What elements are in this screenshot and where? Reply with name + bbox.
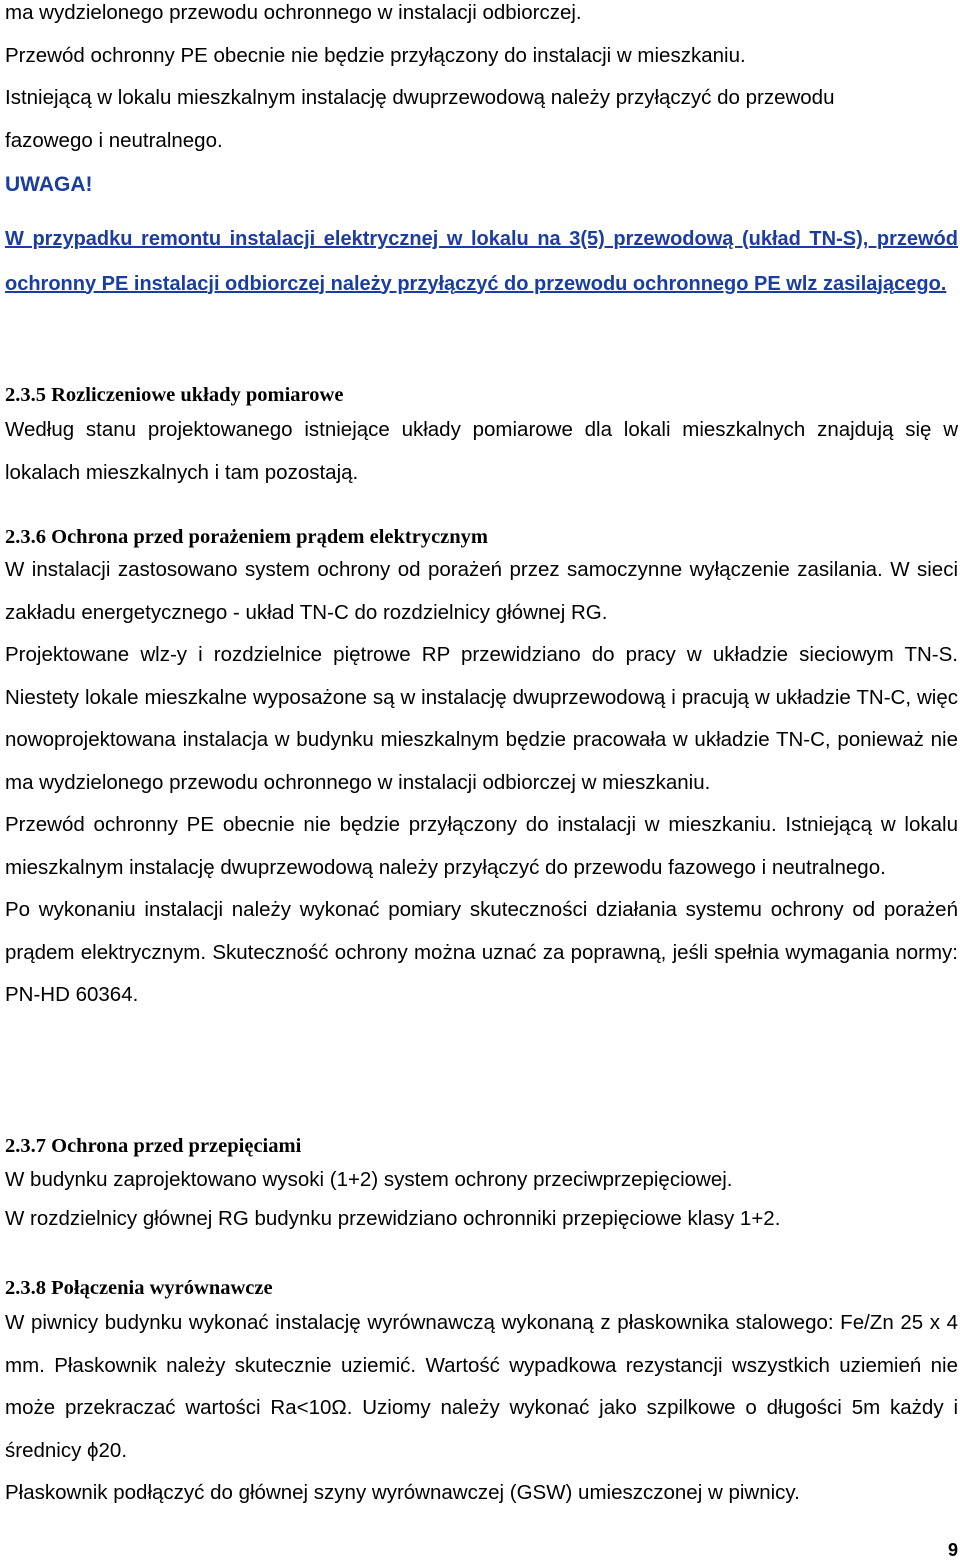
section-2-3-7 (5, 1131, 958, 1238)
section-2-3-7-paragraph-1: W budynku zaprojektowano wysoki (1+2) system ochrony przeciwprzepięciowej. (5, 1168, 733, 1191)
section-2-3-8 (5, 1273, 958, 1514)
section-heading-2-3-7: 2.3.7 Ochrona przed przepięciami (5, 1135, 302, 1157)
intro-paragraph-3: Istniejącą w lokalu mieszkalnym instalację dwuprzewodową należy przyłączyć do przewodu fazowego i neutralnego. (5, 86, 835, 152)
section-2-3-5-paragraph: Według stanu projektowanego istniejące układy pomiarowe dla lokali mieszkalnych znajdują się w lokalach mieszkalnych i tam pozostają. (5, 418, 958, 484)
intro-paragraph-1: ma wydzielonego przewodu ochronnego w instalacji odbiorczej. (5, 1, 582, 24)
section-2-3-6-paragraph-1: W instalacji zastosowano system ochrony od porażeń przez samoczynne wyłączenie zasilania. W sieci zakładu energetycznego - układ TN-C do rozdzielnicy głównej RG. (5, 558, 958, 624)
uwaga-title: UWAGA! (5, 173, 93, 196)
section-2-3-6-paragraph-4: Po wykonaniu instalacji należy wykonać pomiary skuteczności działania systemu ochrony od porażeń prądem elektrycznym. Skuteczność ochrony można uznać za poprawną, jeśli spełnia wymagania normy: PN-HD 60364. (5, 898, 958, 1006)
intro-block (5, 0, 958, 162)
section-2-3-8-paragraph-2: Płaskownik podłączyć do głównej szyny wyrównawczej (GSW) umieszczonej w piwnicy. (5, 1481, 800, 1504)
uwaga-body: W przypadku remontu instalacji elektrycznej w lokalu na 3(5) przewodową (układ TN-S), przewód ochronny PE instalacji odbiorczej należy przyłączyć do przewodu ochronnego PE wlz zasilającego. (5, 228, 958, 295)
section-heading-2-3-5: 2.3.5 Rozliczeniowe układy pomiarowe (5, 384, 344, 406)
uwaga-block (5, 217, 958, 306)
section-2-3-6-paragraph-3: Przewód ochronny PE obecnie nie będzie przyłączony do instalacji w mieszkaniu. Istniejącą w lokalu mieszkalnym instalację dwuprzewodową należy przyłączyć do przewodu fazowego i neutralnego. (5, 813, 958, 879)
intro-paragraph-2: Przewód ochronny PE obecnie nie będzie przyłączony do instalacji w mieszkaniu. (5, 43, 746, 67)
section-2-3-7-paragraph-2: W rozdzielnicy głównej RG budynku przewidziano ochronniki przepięciowe klasy 1+2. (5, 1207, 781, 1230)
section-2-3-6-paragraph-2: Projektowane wlz-y i rozdzielnice piętrowe RP przewidziano do pracy w układzie sieciowym TN-S. Niestety lokale mieszkalne wyposażone są w instalację dwuprzewodową i pracują w układzie TN-C, więc nowoprojektowana instalacja w budynku mieszkalnym będzie pracowała w układzie TN-C, ponieważ nie ma wydzielonego przewodu ochronnego w instalacji odbiorczej w mieszkaniu. (5, 643, 958, 794)
section-2-3-8-paragraph-1: W piwnicy budynku wykonać instalację wyrównawczą wykonaną z płaskownika stalowego: Fe/Zn 25 x 4 mm. Płaskownik należy skutecznie uziemić. Wartość wypadkowa rezystancji wszystkich uziemień nie może przekraczać wartości Ra<10Ω. Uziomy należy wykonać jako szpilkowe o długości 5m każdy i średnicy ϕ20. (5, 1311, 958, 1462)
page-number: 9 (947, 1540, 958, 1560)
section-2-3-5 (5, 380, 958, 494)
section-heading-2-3-6: 2.3.6 Ochrona przed porażeniem prądem elektrycznym (5, 526, 488, 548)
section-heading-2-3-8: 2.3.8 Połączenia wyrównawcze (5, 1277, 273, 1299)
section-2-3-6 (5, 522, 958, 1017)
